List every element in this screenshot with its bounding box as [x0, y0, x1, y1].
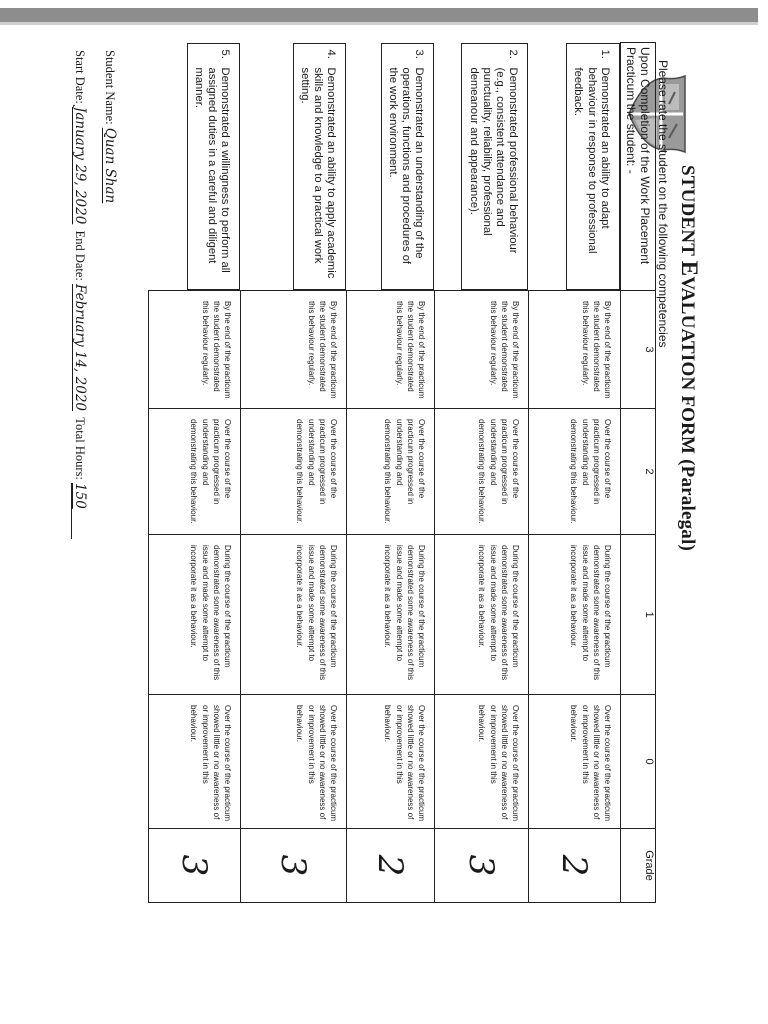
dates-line: [71, 50, 88, 539]
start-date-label: Start Date:: [73, 50, 87, 104]
competency-header: Upon Completion of the Work Placement Practicum the student: -: [621, 43, 656, 291]
descriptor-score-1: During the course of the practicum demonstrated some awareness of this issue and made some attempt to incorporate it as a behaviour.: [435, 535, 529, 695]
descriptor-score-2: Over the course of the practicum progressed in understanding and demonstrating this behaviour.: [149, 409, 241, 535]
competency-cell: [566, 43, 620, 291]
student-name-value: Quan Shan: [102, 127, 118, 204]
descriptor-score-1: During the course of the practicum demonstrated some awareness of this issue and made some attempt to incorporate it as a behaviour.: [241, 535, 347, 695]
table-header-row: [621, 43, 656, 903]
competency-number: 2.: [507, 49, 520, 59]
descriptor-score-2: Over the course of the practicum progressed in understanding and demonstrating this behaviour.: [529, 409, 621, 535]
form-title: STUDENT EVALUATION FORM (Paralegal): [677, 165, 702, 552]
descriptor-score-3: By the end of the practicum the student demonstrated this behaviour regularly.: [241, 291, 347, 409]
competency-text: Demonstrated an understanding of the operations, functions and procedures of the work environment.: [386, 67, 426, 265]
total-hours-label: Total Hours:: [73, 417, 87, 480]
grade-header: Grade: [621, 829, 656, 903]
form-instruction: Please rate the student on the following competencies: [656, 60, 670, 348]
descriptor-score-3: By the end of the practicum the student demonstrated this behaviour regularly.: [435, 291, 529, 409]
student-name-label: Student Name:: [103, 50, 117, 125]
table-row: [347, 43, 435, 903]
descriptor-score-1: During the course of the practicum demonstrated some awareness of this issue and made some attempt to incorporate it as a behaviour.: [529, 535, 621, 695]
descriptor-score-3: By the end of the practicum the student demonstrated this behaviour regularly.: [149, 291, 241, 409]
table-row: [529, 43, 621, 903]
descriptor-score-2: Over the course of the practicum progressed in understanding and demonstrating this behaviour.: [435, 409, 529, 535]
competency-number: 4.: [325, 49, 338, 59]
descriptor-score-1: During the course of the practicum demonstrated some awareness of this issue and made some attempt to incorporate it as a behaviour.: [149, 535, 241, 695]
grade-value: 3: [241, 829, 347, 903]
total-hours-value: 150: [71, 483, 88, 539]
evaluation-table: [148, 42, 656, 903]
descriptor-score-2: Over the course of the practicum progressed in understanding and demonstrating this behaviour.: [347, 409, 435, 535]
competency-cell: [187, 43, 241, 291]
table-row: [435, 43, 529, 903]
competency-text: Demonstrated professional behaviour (e.g., consistent attendance and punctuality, reliability, professional demeanour and appearance).: [467, 67, 520, 254]
descriptor-score-0: Over the course of the practicum showed little or no awareness of or improvement in this behaviour.: [347, 695, 435, 829]
score-header-1: 1: [621, 535, 656, 695]
end-date-label: End Date:: [73, 230, 87, 281]
competency-text: Demonstrated an ability to apply academic skills and knowledge to a practical work setting.: [298, 67, 338, 279]
descriptor-score-0: Over the course of the practicum showed little or no awareness of or improvement in this behaviour.: [529, 695, 621, 829]
competency-cell: [293, 43, 347, 291]
descriptor-score-3: By the end of the practicum the student demonstrated this behaviour regularly.: [347, 291, 435, 409]
grade-value: 2: [347, 829, 435, 903]
descriptor-score-3: By the end of the practicum the student demonstrated this behaviour regularly.: [529, 291, 621, 409]
end-date-value: February 14, 2020: [72, 284, 88, 411]
grade-value: 3: [435, 829, 529, 903]
competency-number: 5.: [219, 49, 232, 59]
competency-cell: [461, 43, 528, 291]
table-row: [149, 43, 241, 903]
student-name-line: [102, 50, 118, 203]
competency-text: Demonstrated an ability to adapt behaviour in response to professional feedback.: [572, 67, 611, 254]
table-row: [241, 43, 347, 903]
descriptor-score-2: Over the course of the practicum progressed in understanding and demonstrating this behaviour.: [241, 409, 347, 535]
competency-cell: [381, 43, 435, 291]
competency-number: 3.: [413, 49, 426, 59]
score-header-0: 0: [621, 695, 656, 829]
grade-value: 3: [149, 829, 241, 903]
descriptor-score-0: Over the course of the practicum showed little or no awareness of or improvement in this behaviour.: [149, 695, 241, 829]
grade-value: 2: [529, 829, 621, 903]
competency-text: Demonstrated a willingness to perform all assigned duties in a careful and diligent manner.: [192, 67, 232, 273]
start-date-value: January 29, 2020: [72, 106, 88, 225]
descriptor-score-0: Over the course of the practicum showed little or no awareness of or improvement in this behaviour.: [241, 695, 347, 829]
competency-number: 1.: [599, 49, 611, 59]
score-header-3: 3: [621, 291, 656, 409]
score-header-2: 2: [621, 409, 656, 535]
descriptor-score-0: Over the course of the practicum showed little or no awareness of or improvement in this behaviour.: [435, 695, 529, 829]
descriptor-score-1: During the course of the practicum demonstrated some awareness of this issue and made some attempt to incorporate it as a behaviour.: [347, 535, 435, 695]
